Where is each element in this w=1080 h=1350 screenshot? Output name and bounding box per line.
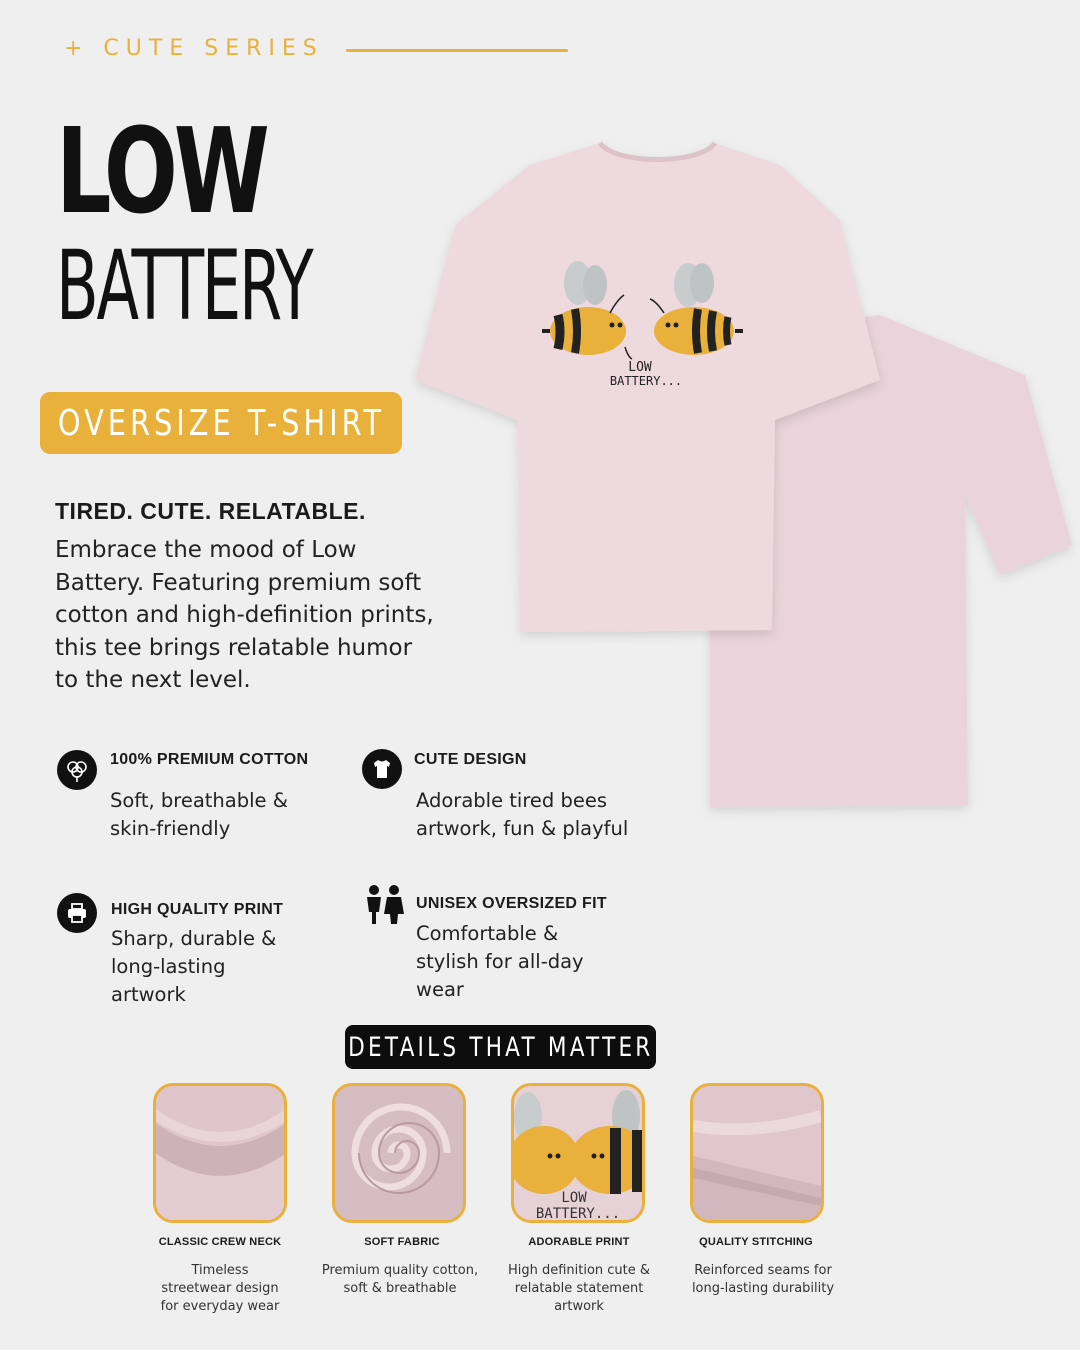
detail-image-crew-neck: [153, 1083, 287, 1223]
cotton-icon: [57, 750, 97, 790]
feature-title-print: HIGH QUALITY PRINT: [111, 901, 284, 918]
series-label: + CUTE SERIES: [64, 36, 324, 61]
product-type-badge: [40, 392, 402, 454]
feature-title-design: CUTE DESIGN: [414, 751, 527, 768]
product-title-line2: BATTERY: [56, 230, 312, 342]
detail-desc-stitching: Reinforced seams for long-lasting durability: [691, 1263, 835, 1296]
feature-desc-design: Adorable tired bees artwork, fun & playful: [416, 789, 629, 840]
detail-desc-print: High definition cute & relatable statement artwork: [507, 1263, 651, 1314]
badge-label: OVERSIZE T-SHIRT: [57, 402, 385, 444]
detail-title-stitching: QUALITY STITCHING: [699, 1236, 813, 1248]
tshirt-illustration: [410, 135, 1080, 825]
detail-title-soft-fabric: SOFT FABRIC: [364, 1236, 440, 1248]
detail-print-text-line2: BATTERY...: [535, 1206, 621, 1220]
tshirt-icon: [362, 749, 402, 789]
print-text-line2: BATTERY...: [609, 374, 683, 388]
feature-desc-print: Sharp, durable & long-lasting artwork: [111, 927, 277, 1006]
details-banner-label: DETAILS THAT MATTER: [347, 1031, 654, 1063]
detail-title-print: ADORABLE PRINT: [528, 1236, 630, 1248]
feature-title-fit: UNISEX OVERSIZED FIT: [416, 895, 607, 912]
series-divider: [346, 49, 568, 52]
product-title-line1: LOW: [56, 102, 266, 240]
details-banner: [345, 1025, 656, 1069]
detail-image-soft-fabric: [332, 1083, 466, 1223]
print-text-line1: LOW: [628, 360, 652, 375]
product-tagline: TIRED. CUTE. RELATABLE.: [55, 498, 366, 524]
feature-title-cotton: 100% PREMIUM COTTON: [110, 751, 309, 768]
detail-print-text-line1: LOW: [561, 1190, 587, 1206]
feature-desc-cotton: Soft, breathable & skin-friendly: [110, 789, 288, 840]
feature-desc-fit: Comfortable & stylish for all-day wear: [416, 922, 584, 1001]
detail-desc-soft-fabric: Premium quality cotton, soft & breathable: [321, 1263, 479, 1296]
detail-image-print: [511, 1083, 645, 1223]
detail-image-stitching: [690, 1083, 824, 1223]
product-description: Embrace the mood of Low Battery. Featuring premium soft cotton and high-definition prints, this tee brings relatable humor to the next level.: [55, 537, 434, 693]
detail-desc-crew-neck: Timeless streetwear design for everyday wear: [160, 1263, 280, 1314]
printer-icon: [57, 893, 97, 933]
unisex-icon: [364, 884, 404, 926]
detail-title-crew-neck: CLASSIC CREW NECK: [158, 1236, 282, 1248]
